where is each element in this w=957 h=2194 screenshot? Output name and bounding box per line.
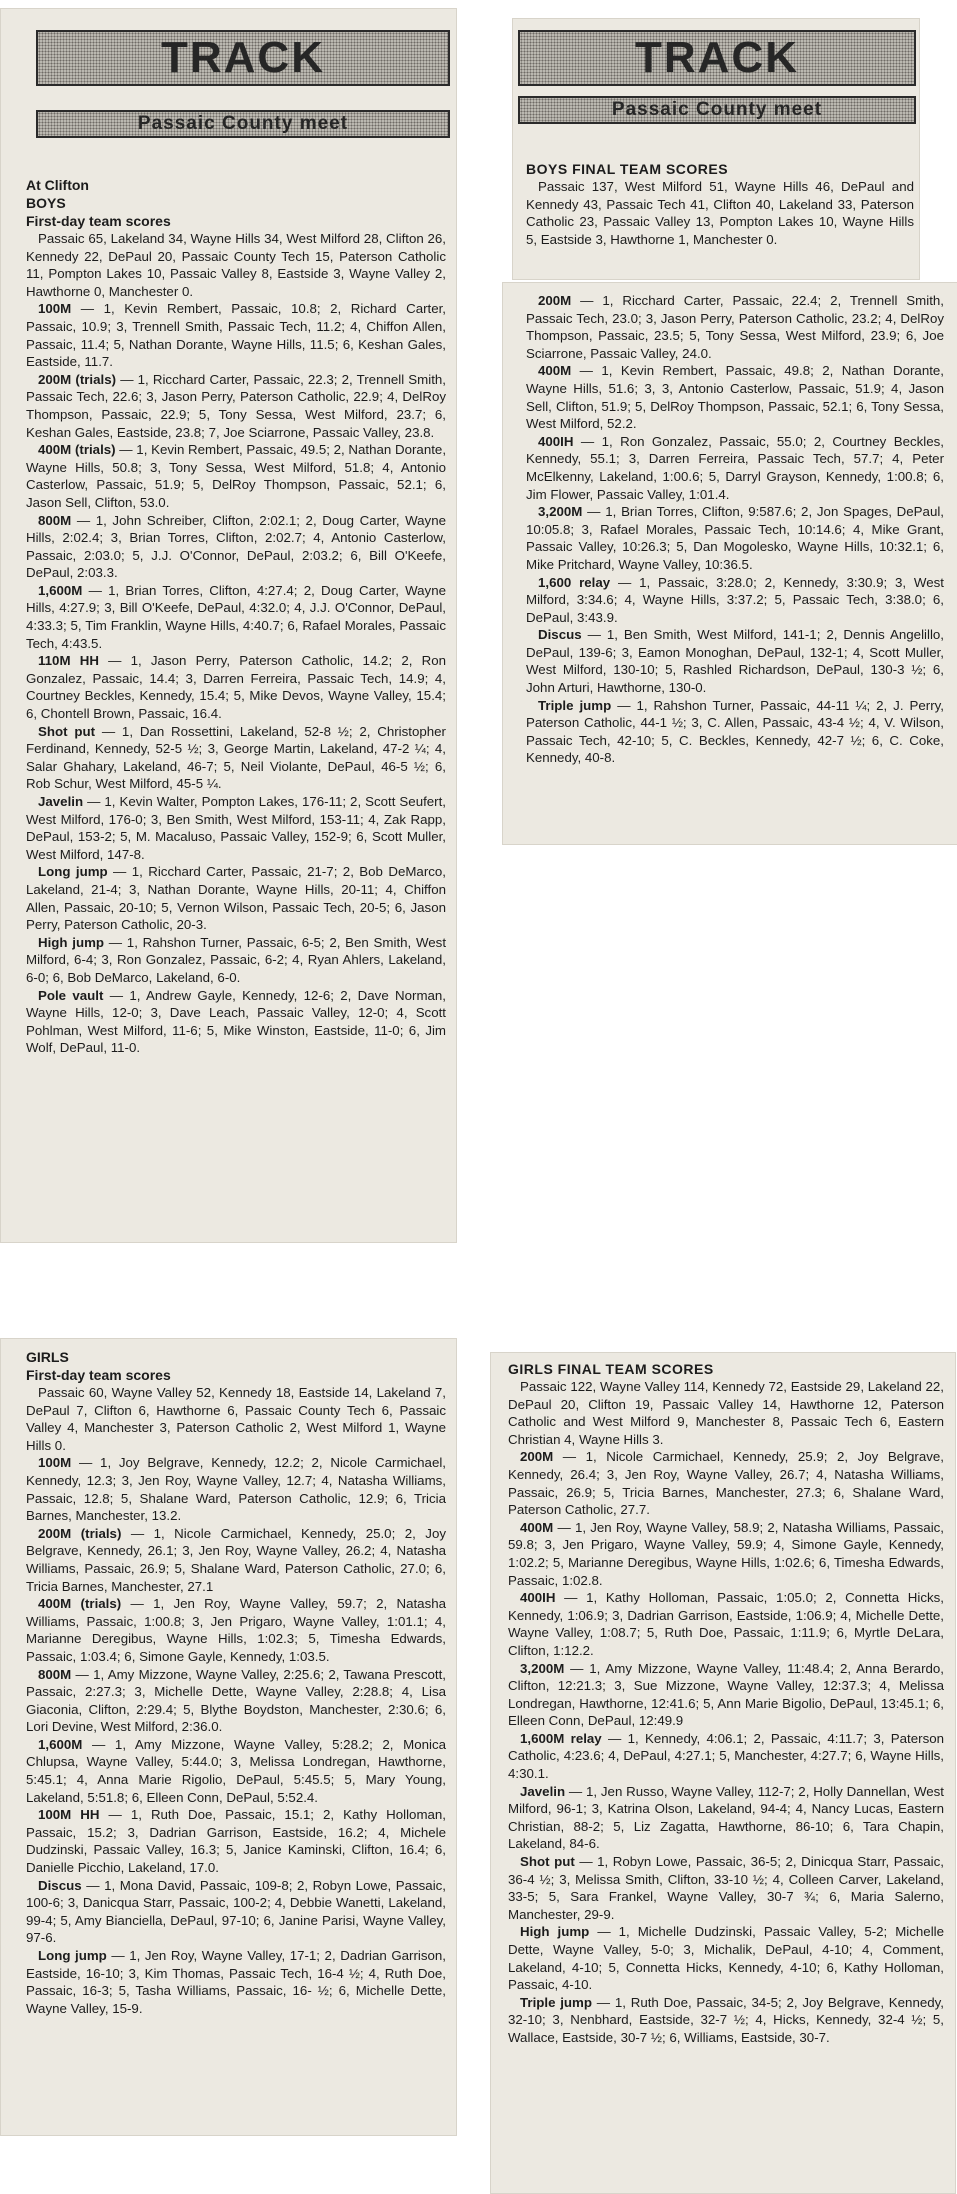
location-line: At Clifton bbox=[26, 177, 89, 193]
event-name: 100M bbox=[38, 1455, 72, 1471]
event-text: — 1, Rahshon Turner, Passaic, 44-11 ¼; 2, J. Perry, Paterson Catholic, 44-1 ½; 3, C. Allen, Passaic, 43-4 ½; 4, V. Wilson, Passaic Tech, 42-10; 5, C. Beckles, Kennedy, 42-7 ½; 6, C. Coke, Kennedy, 40-8. bbox=[526, 697, 944, 766]
event-name: Shot put bbox=[520, 1854, 575, 1870]
event-name: 800M bbox=[38, 512, 72, 528]
scores-label: First-day team scores bbox=[26, 213, 171, 229]
event-text: — 1, Ron Gonzalez, Passaic, 55.0; 2, Courtney Beckles, Kennedy, 55.1; 3, Darren Ferreira, Passaic Tech, 57.7; 4, Peter McElkenny, Lakeland, 1:00.6; 5, Darryl Grayson, Kennedy, 1:00.8; 6, Jim Flower, Passaic Valley, 1:01.4. bbox=[526, 433, 944, 502]
event-text: — 1, Amy Mizzone, Wayne Valley, 11:48.4; 2, Anna Berardo, Clifton, 12:21.3; 3, Sue Mizzone, Wayne Valley, 12:37.3; 4, Melissa Londregan, Hawthorne, 12:41.6; 5, Ann Marie Bigolio, DePaul, 13:45.1; 6, Elleen Conn, DePaul, 12:49.9 bbox=[508, 1660, 944, 1729]
event-text: — 1, John Schreiber, Clifton, 2:02.1; 2, Doug Carter, Wayne Hills, 2:02.4; 3, Brian Torres, Clifton, 2:02.7; 4, Antonio Casterlow, Passaic, 2:03.0; 5, J.J. O'Connor, DePaul, 2:03.2; 6, Bill O'Keefe, DePaul, 2:03.3. bbox=[26, 512, 446, 581]
event-text: — 1, Jen Roy, Wayne Valley, 17-1; 2, Dadrian Garrison, Eastside, 16-10; 3, Kim Thomas, Passaic Tech, 16-4 ½; 4, Ruth Doe, Passaic, 16-3; 5, Tasha Williams, Passaic, 16- ½; 6, Michelle Dette, Wayne Valley, 15-9. bbox=[26, 1948, 446, 2016]
event-result bbox=[26, 863, 446, 933]
event-result bbox=[26, 1877, 446, 1947]
event-text: — 1, Brian Torres, Clifton, 9:587.6; 2, Jon Spages, DePaul, 10:05.8; 3, Rafael Morales, Passaic Tech, 10:14.6; 4, Mike Grant, Passaic Valley, 10:26.3; 5, Dan Mogolesko, Wayne Hills, 10:32.1; 6, Mike Pritchard, Wayne Valley, 10:36.5. bbox=[526, 504, 944, 572]
event-text: — 1, Kevin Rembert, Passaic, 49.8; 2, Nathan Dorante, Wayne Hills, 51.6; 3, 3, Antonio Casterlow, Passaic, 51.9; 4, Jason Sell, Clifton, 51.9; 5, DelRoy Thompson, Passaic, 52.1; 6, Tony Sessa, West Milford, 52.2. bbox=[526, 363, 944, 432]
event-result bbox=[26, 987, 446, 1057]
event-name: 400M bbox=[520, 1519, 554, 1535]
results-column bbox=[26, 230, 446, 1057]
meet-header-box bbox=[518, 96, 916, 124]
event-name: Long jump bbox=[38, 1948, 107, 1963]
results-column bbox=[26, 1384, 446, 2017]
event-result bbox=[26, 652, 446, 722]
event-name: Discus bbox=[538, 627, 582, 643]
event-name: 100M HH bbox=[38, 1807, 100, 1823]
event-name: Javelin bbox=[38, 794, 84, 809]
event-name: 800M bbox=[38, 1666, 72, 1682]
team-scores: Passaic 60, Wayne Valley 52, Kennedy 18, Eastside 14, Lakeland 7, DePaul 7, Clifton 6, Hawthorne 6, Passaic County Tech 6, Passaic Valley 4, Manchester 3, Paterson Catholic 2, West Milford 1, Wayne Hills 0. bbox=[26, 1385, 446, 1453]
event-result bbox=[526, 503, 944, 573]
event-result bbox=[526, 362, 944, 432]
meet-heading: Passaic County meet bbox=[137, 113, 349, 134]
event-text: — 1, Nicole Carmichael, Kennedy, 25.0; 2, Joy Belgrave, Kennedy, 26.1; 3, Jen Roy, Wayne Valley, 26.2; 4, Natasha Williams, Passaic, 26.9; 5, Shalane Ward, Paterson Catholic, 27.0; 6, Tricia Barnes, Manchester, 27.1 bbox=[26, 1525, 446, 1594]
event-text: — 1, Ricchard Carter, Passaic, 22.4; 2, Trennell Smith, Passaic Tech, 23.0; 3, Jason Perry, Paterson Catholic, 23.2; 4, DelRoy Thompson, Passaic, 23.5; 5, Tony Sessa, West Milford, 23.9; 6, Joe Sciarrone, Passaic Valley, 24.0. bbox=[526, 293, 944, 361]
event-result bbox=[26, 300, 446, 370]
event-result bbox=[26, 723, 446, 793]
clip-boys-finals-events bbox=[502, 282, 957, 845]
gender-label: GIRLS bbox=[26, 1349, 69, 1365]
event-result bbox=[26, 441, 446, 511]
track-heading: TRACK bbox=[161, 33, 325, 82]
event-text: — 1, Ruth Doe, Passaic, 15.1; 2, Kathy Holloman, Passaic, 15.2; 3, Dadrian Garrison, Eastside, 16.2; 4, Michele Dudzinski, Passaic Valley, 16.3; 5, Janice Kaminski, Clifton, 16.4; 6, Danielle Picchio, Lakeland, 17.0. bbox=[26, 1807, 447, 1876]
track-header-box bbox=[36, 30, 450, 86]
event-text: — 1, Kevin Rembert, Passaic, 49.5; 2, Nathan Dorante, Wayne Hills, 50.8; 3, Tony Sessa, West Milford, 51.8; 4, Antonio Casterlow, Passaic, 51.9; 5, DelRoy Thompson, Passaic, 52.1; 6, Jason Sell, Clifton, 53.0. bbox=[26, 442, 447, 510]
event-name: 1,600M bbox=[38, 582, 83, 598]
event-name: Shot put bbox=[38, 723, 96, 739]
event-text: — 1, Kevin Walter, Pompton Lakes, 176-11; 2, Scott Seufert, West Milford, 176-0; 3, Ben Smith, West Milford, 153-11; 4, Zak Rapp, DePaul, 153-2; 5, M. Macaluso, Passaic Valley, 152-9; 6, Scott Muller, West Milford, 147-8. bbox=[26, 794, 446, 862]
results-column bbox=[526, 292, 944, 767]
event-name: 200M (trials) bbox=[38, 1525, 122, 1541]
event-name: Triple jump bbox=[520, 1994, 593, 2010]
event-text: — 1, Nicole Carmichael, Kennedy, 25.9; 2, Joy Belgrave, Kennedy, 26.4; 3, Jen Roy, Wayne Valley, 26.7; 4, Natasha Williams, Passaic, 26.9; 5, Tricia Barnes, Manchester, 27.3; 6, Shalane Ward, Paterson Catholic, 27.7. bbox=[508, 1449, 944, 1518]
event-name: 200M bbox=[520, 1449, 554, 1465]
event-name: 1,600M bbox=[38, 1736, 83, 1752]
final-scores-heading: BOYS FINAL TEAM SCORES bbox=[526, 161, 729, 177]
event-result bbox=[26, 1947, 446, 2017]
event-result bbox=[526, 697, 944, 767]
event-text: — 1, Mona David, Passaic, 109-8; 2, Robyn Lowe, Passaic, 100-6; 3, Danicqua Starr, Passaic, 100-2; 4, Debbie Wanetti, Lakeland, 99-4; 5, Amy Bianciella, DePaul, 97-10; 6, Janine Parisi, Wayne Valley, 97-6. bbox=[26, 1877, 446, 1946]
event-result bbox=[508, 1660, 944, 1730]
event-text: — 1, Jen Russo, Wayne Valley, 112-7; 2, Holly Dannellan, West Milford, 96-1; 3, Katrina Olson, Lakeland, 94-4; 4, Nancy Lucas, Eastern Christian, 88-2; 5, Liz Zagatta, Hawthorne, 86-10; 6, Tara Chapin, Lakeland, 84-6. bbox=[508, 1783, 944, 1852]
event-result bbox=[526, 574, 944, 627]
event-text: — 1, Passaic, 3:28.0; 2, Kennedy, 3:30.9; 3, West Milford, 3:34.6; 4, Wayne Hills, 3:37.2; 5, Passaic Tech, 3:38.0; 6, DePaul, 3:43.9. bbox=[526, 574, 944, 625]
clip-girls-final-scores bbox=[490, 1352, 956, 2194]
event-name: Triple jump bbox=[538, 697, 612, 713]
track-heading: TRACK bbox=[635, 33, 799, 82]
event-result bbox=[26, 1806, 446, 1876]
event-result bbox=[508, 1730, 944, 1783]
clip-boys-final-scores bbox=[512, 18, 920, 280]
event-result bbox=[26, 371, 446, 441]
event-name: 400M (trials) bbox=[38, 442, 116, 458]
event-name: 400M (trials) bbox=[38, 1596, 122, 1612]
event-name: High jump bbox=[38, 934, 105, 950]
results-column bbox=[526, 178, 914, 248]
event-name: 110M HH bbox=[38, 653, 99, 669]
clip-boys-first-day bbox=[0, 8, 457, 1243]
event-result bbox=[26, 1736, 446, 1806]
event-text: — 1, Brian Torres, Clifton, 4:27.4; 2, Doug Carter, Wayne Hills, 4:27.9; 3, Bill O'Keefe, DePaul, 4:32.0; 4, J.J. O'Connor, DePaul, 4:33.3; 5, Tim Franklin, Wayne Hills, 4:40.7; 6, Rafael Morales, Passaic Tech, 4:43.5. bbox=[26, 582, 446, 651]
event-text: — 1, Robyn Lowe, Passaic, 36-5; 2, Dinicqua Starr, Passaic, 36-4 ½; 3, Melissa Smith, Clifton, 33-10 ½; 4, Colleen Carver, Lakeland, 33-5; 5, Sara Frankel, Wayne Valley, 30-7 ¾; 6, Maria Salerno, Manchester, 29-9. bbox=[508, 1854, 944, 1922]
event-name: 3,200M bbox=[538, 504, 583, 520]
event-name: Javelin bbox=[520, 1783, 566, 1799]
event-name: 400IH bbox=[520, 1590, 556, 1606]
event-name: 100M bbox=[38, 301, 72, 317]
meet-heading: Passaic County meet bbox=[611, 99, 823, 120]
event-text: — 1, Kevin Rembert, Passaic, 10.8; 2, Richard Carter, Passaic, 10.9; 3, Trennell Smith, Passaic Tech, 11.2; 4, Chiffon Allen, Passaic, 11.4; 5, Nathan Dorante, Wayne Hills, 11.5; 6, Keshan Gales, Eastside, 11.7. bbox=[26, 301, 446, 370]
team-scores: Passaic 65, Lakeland 34, Wayne Hills 34, West Milford 28, Clifton 26, Kennedy 22, DePaul 20, Passaic County Tech 15, Paterson Catholic 11, Pompton Lakes 10, Passaic Valley 8, Eastside 3, Wayne Valley 2, Hawthorne 0, Manchester 0. bbox=[26, 231, 446, 299]
event-name: High jump bbox=[520, 1924, 590, 1940]
event-text: — 1, Ricchard Carter, Passaic, 22.3; 2, Trennell Smith, Passaic Tech, 22.6; 3, Jason Perry, Paterson Catholic, 22.9; 4, DelRoy Thompson, Passaic, 22.9; 5, Tony Sessa, West Milford, 23.7; 6, Keshan Gales, Eastside, 23.8; 7, Joe Sciarrone, Passaic Valley, 23.8. bbox=[26, 371, 446, 440]
gender-label: BOYS bbox=[26, 195, 66, 211]
event-result bbox=[26, 1454, 446, 1524]
scores-label: First-day team scores bbox=[26, 1367, 171, 1383]
event-name: Pole vault bbox=[38, 987, 104, 1003]
event-text: — 1, Ricchard Carter, Passaic, 21-7; 2, Bob DeMarco, Lakeland, 21-4; 3, Nathan Dorante, Wayne Hills, 20-11; 4, Chiffon Allen, Passaic, 20-10; 5, Vernon Wilson, Passaic Tech, 20-5; 6, Jason Perry, Paterson Catholic, 20-3. bbox=[26, 864, 446, 933]
event-result bbox=[26, 582, 446, 652]
event-name: 200M bbox=[538, 293, 572, 308]
event-result bbox=[26, 793, 446, 863]
event-name: Discus bbox=[38, 1877, 82, 1893]
event-name: Long jump bbox=[38, 864, 108, 880]
track-header-box bbox=[518, 30, 916, 86]
event-text: — 1, Jen Roy, Wayne Valley, 59.7; 2, Natasha Williams, Passaic, 1:00.8; 3, Jen Prigaro, Wayne Valley, 1:01.1; 4, Marianne Deregibus, Wayne Hills, 1:02.3; 5, Timesha Edwards, Passaic, 1:03.4; 6, Simone Gayle, Kennedy, 1:03.5. bbox=[26, 1596, 447, 1664]
event-text: — 1, Joy Belgrave, Kennedy, 12.2; 2, Nicole Carmichael, Kennedy, 12.3; 3, Jen Roy, Wayne Valley, 12.7; 4, Natasha Williams, Passaic, 12.8; 5, Shalane Ward, Paterson Catholic, 12.9; 6, Tricia Barnes, Manchester, 13.2. bbox=[26, 1455, 446, 1524]
event-result bbox=[26, 1525, 446, 1595]
event-result bbox=[508, 1448, 944, 1518]
event-result bbox=[508, 1519, 944, 1589]
event-result bbox=[526, 626, 944, 696]
event-text: — 1, Dan Rossettini, Lakeland, 52-8 ½; 2, Christopher Ferdinand, Kennedy, 52-5 ½; 3, George Martin, Lakeland, 47-2 ¼; 4, Salar Ghahary, Lakeland, 46-7; 5, Neil Violante, DePaul, 46-5 ½; 6, Rob Schur, West Milford, 45-5 ¼. bbox=[26, 723, 446, 792]
event-result bbox=[508, 1589, 944, 1659]
final-scores-heading: GIRLS FINAL TEAM SCORES bbox=[508, 1361, 714, 1377]
event-text: — 1, Rahshon Turner, Passaic, 6-5; 2, Ben Smith, West Milford, 6-4; 3, Ron Gonzalez, Passaic, 6-2; 4, Ryan Ahlers, Lakeland, 6-0; 6, Bob DeMarco, Lakeland, 6-0. bbox=[26, 934, 447, 985]
event-result bbox=[508, 1994, 944, 2047]
event-result bbox=[508, 1853, 944, 1923]
event-text: — 1, Kathy Holloman, Passaic, 1:05.0; 2, Connetta Hicks, Kennedy, 1:06.9; 3, Dadrian Garrison, Eastside, 1:06.9; 4, Michelle Dette, Wayne Valley, 1:08.7; 5, Ruth Doe, Passaic, 1:11.9; 6, Myrtle DeLara, Clifton, 1:12.2. bbox=[508, 1590, 944, 1658]
team-scores: Passaic 137, West Milford 51, Wayne Hills 46, DePaul and Kennedy 43, Passaic Tech 41, Clifton 40, Lakeland 33, Paterson Catholic 23, Passaic Valley 13, Pompton Lakes 10, Wayne Hills 5, Eastside 3, Hawthorne 1, Manchester 0. bbox=[526, 179, 914, 247]
event-text: — 1, Ben Smith, West Milford, 141-1; 2, Dennis Angelillo, DePaul, 139-6; 3, Eamon Monoghan, DePaul, 132-1; 4, Scott Muller, West Milford, 130-10; 5, Rashled Richardson, DePaul, 130-3 ½; 6, John Arturi, Hawthorne, 130-0. bbox=[526, 627, 944, 696]
results-column bbox=[508, 1378, 944, 2047]
event-result bbox=[26, 1666, 446, 1736]
event-name: 1,600 relay bbox=[538, 574, 611, 590]
team-scores: Passaic 122, Wayne Valley 114, Kennedy 72, Eastside 29, Lakeland 22, DePaul 20, Clifton 19, Passaic Valley 14, Hawthorne 12, Paterson Catholic and West Milford 9, Manchester 8, Passaic Tech 6, Eastern Christian 4, Wayne Hills 3. bbox=[508, 1379, 944, 1447]
event-result bbox=[26, 512, 446, 582]
event-text: — 1, Amy Mizzone, Wayne Valley, 2:25.6; 2, Tawana Prescott, Passaic, 2:27.3; 3, Michelle Dette, Wayne Valley, 2:28.8; 4, Lisa Giaconia, Clifton, 2:29.4; 5, Blythe Boydston, Manchester, 2:30.6; 6, Lori Devine, West Milford, 2:36.0. bbox=[26, 1666, 446, 1735]
event-result bbox=[26, 934, 446, 987]
event-result bbox=[508, 1783, 944, 1853]
event-result bbox=[526, 292, 944, 362]
event-name: 3,200M bbox=[520, 1660, 565, 1676]
event-text: — 1, Andrew Gayle, Kennedy, 12-6; 2, Dave Norman, Wayne Hills, 12-0; 3, Dave Leach, Passaic Valley, 12-0; 4, Scott Pohlman, West Milford, 11-6; 5, Mike Winston, Eastside, 11-0; 6, Jim Wolf, DePaul, 11-0. bbox=[26, 987, 447, 1056]
event-text: — 1, Kennedy, 4:06.1; 2, Passaic, 4:11.7; 3, Paterson Catholic, 4:23.6; 4, DePaul, 4:27.1; 5, Manchester, 4:27.7; 6, Wayne Hills, 4:30.1. bbox=[508, 1730, 945, 1782]
event-result bbox=[526, 433, 944, 503]
event-name: 400M bbox=[538, 363, 572, 379]
clip-girls-first-day bbox=[0, 1338, 457, 2136]
event-result bbox=[508, 1923, 944, 1993]
event-text: — 1, Jen Roy, Wayne Valley, 58.9; 2, Natasha Williams, Passaic, 59.8; 3, Jen Prigaro, Wayne Valley, 59.9; 4, Simone Gayle, Kennedy, 1:02.2; 5, Marianne Deregibus, Wayne Hills, 1:02.6; 6, Timesha Edwards, Passaic, 1:02.8. bbox=[508, 1519, 944, 1588]
event-text: — 1, Michelle Dudzinski, Passaic Valley, 5-2; Michelle Dette, Wayne Valley, 5-0; 3, Michalik, DePaul, 4-10; 4, Comment, Lakeland, 4-10; 5, Connetta Hicks, Kennedy, 4-10; 6, Kathy Holloman, Passaic, 4-10. bbox=[508, 1924, 944, 1993]
event-name: 200M (trials) bbox=[38, 371, 117, 387]
event-text: — 1, Jason Perry, Paterson Catholic, 14.2; 2, Ron Gonzalez, Passaic, 14.4; 3, Darren Ferreira, Passaic Tech, 14.9; 4, Courtney Beckles, Kennedy, 15.4; 5, Mike Devos, Wayne Valley, 15.4; 6, Chontell Brown, Passaic, 16.4. bbox=[26, 653, 446, 722]
event-text: — 1, Amy Mizzone, Wayne Valley, 5:28.2; 2, Monica Chlupsa, Wayne Valley, 5:44.0; 3, Melissa Londregan, Hawthorne, 5:45.1; 4, Anna Marie Rigolio, DePaul, 5:45.5; 5, Mary Young, Lakeland, 5:51.8; 6, Elleen Conn, DePaul, 5:52.4. bbox=[26, 1736, 446, 1805]
meet-header-box bbox=[36, 110, 450, 138]
event-text: — 1, Ruth Doe, Passaic, 34-5; 2, Joy Belgrave, Kennedy, 32-10; 3, Nenbhard, Eastside, 32-7 ½; 4, Hicks, Kennedy, 32-4 ½; 5, Wallace, Eastside, 30-7 ½; 6, Williams, Eastside, 30-7. bbox=[508, 1994, 944, 2045]
event-name: 1,600M relay bbox=[520, 1730, 602, 1746]
event-name: 400IH bbox=[538, 433, 574, 449]
event-result bbox=[26, 1595, 446, 1665]
